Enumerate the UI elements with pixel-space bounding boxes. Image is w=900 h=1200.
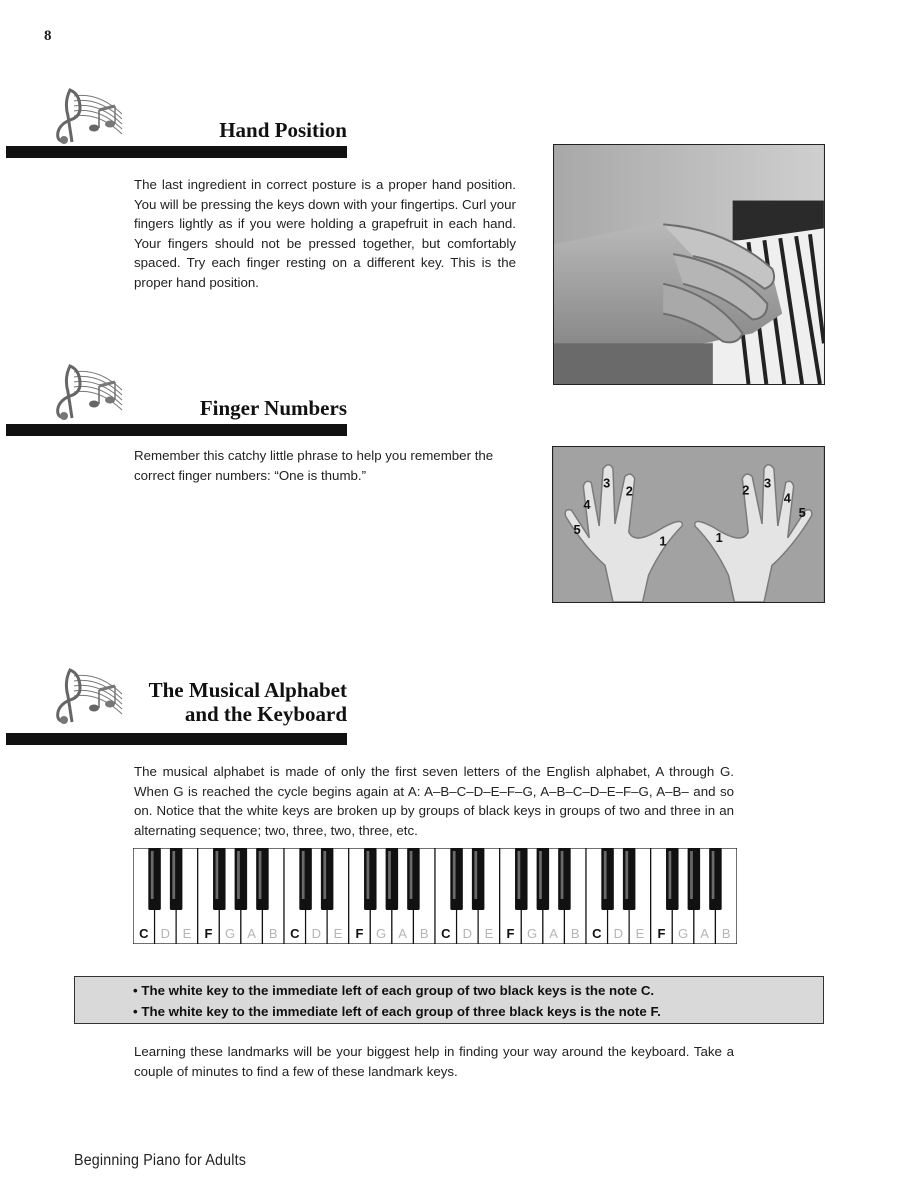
black-key-highlight — [259, 851, 262, 899]
black-key — [407, 848, 420, 910]
black-key — [623, 848, 636, 910]
black-key-highlight — [669, 851, 672, 899]
book-title-footer: Beginning Piano for Adults — [74, 1152, 247, 1169]
black-key-highlight — [561, 851, 564, 899]
key-label: A — [247, 926, 256, 941]
finger-label: 5 — [573, 521, 581, 537]
section-divider — [6, 146, 347, 158]
key-label: D — [311, 926, 322, 941]
black-key-highlight — [323, 851, 326, 899]
key-label: D — [613, 926, 624, 941]
black-key-highlight — [625, 851, 628, 899]
finger-label: 2 — [742, 482, 750, 498]
black-key — [601, 848, 614, 910]
key-label: F — [204, 926, 213, 941]
key-label: D — [462, 926, 473, 941]
key-label: E — [333, 926, 343, 941]
black-key-highlight — [453, 851, 456, 899]
finger-label: 2 — [625, 483, 633, 499]
key-label: G — [527, 926, 538, 941]
finger-label: 1 — [659, 533, 667, 549]
black-key-highlight — [690, 851, 693, 899]
black-key-highlight — [172, 851, 175, 899]
page-number: 8 — [44, 28, 52, 44]
closing-text: Learning these landmarks will be your biggest help in finding your way around the keyboard. Take a couple of minutes to find a few of these landmark keys. — [134, 1044, 734, 1079]
finger-numbers-text: Remember this catchy little phrase to help you remember the correct finger numbers: “One is thumb.” — [134, 448, 494, 483]
hand-position-text: The last ingredient in correct posture is a proper hand position. You will be pressing the keys down with your fingertips. Curl your fingers lightly as if you were holding a grapefruit in each hand. Your fingers should not be pressed together, but comfortably spaced. Try each finger resting on a different key. This is the proper hand position. — [134, 177, 516, 290]
key-label: G — [376, 926, 387, 941]
black-key — [666, 848, 679, 910]
black-key — [472, 848, 485, 910]
black-key — [450, 848, 463, 910]
key-label: A — [700, 926, 709, 941]
black-key — [213, 848, 226, 910]
finger-numbers-heading: Finger Numbers — [199, 396, 347, 420]
heading-line-1: The Musical Alphabet — [148, 678, 347, 702]
heading-line-2: and the Keyboard — [184, 702, 347, 726]
black-key-highlight — [539, 851, 542, 899]
key-label: G — [225, 926, 236, 941]
key-label: F — [657, 926, 666, 941]
black-key-highlight — [151, 851, 154, 899]
key-label: C — [290, 926, 300, 941]
black-key — [148, 848, 161, 910]
black-key-highlight — [302, 851, 305, 899]
black-key-highlight — [216, 851, 219, 899]
black-key — [299, 848, 312, 910]
key-label: E — [182, 926, 192, 941]
black-key-highlight — [367, 851, 370, 899]
black-key — [235, 848, 248, 910]
black-key-highlight — [604, 851, 607, 899]
musical-alphabet-text: The musical alphabet is made of only the first seven letters of the English alphabet, A through G. When G is reached the cycle begins again at A: A–B–C–D–E–F–G, A–B–C–D–E–F–G, A–B– and so on. Notice that the white keys are broken up by groups of black keys in groups of two and three in an alternating sequence; two, three, two, three, etc. — [134, 764, 734, 838]
piano-keyboard — [133, 848, 737, 944]
callout-line: • The white key to the immediate left of each group of three black keys is the note F. — [133, 1004, 661, 1019]
key-label: B — [419, 926, 429, 941]
black-key — [386, 848, 399, 910]
finger-label: 3 — [603, 475, 611, 491]
key-label: G — [678, 926, 689, 941]
finger-label: 3 — [764, 475, 772, 491]
key-label: D — [160, 926, 171, 941]
black-key-highlight — [474, 851, 477, 899]
key-label: F — [355, 926, 364, 941]
black-key — [515, 848, 528, 910]
key-label: F — [506, 926, 515, 941]
black-key-highlight — [410, 851, 413, 899]
landmark-callout — [74, 976, 824, 1024]
key-label: B — [721, 926, 731, 941]
finger-label: 1 — [715, 529, 723, 545]
key-label: A — [398, 926, 407, 941]
black-key — [256, 848, 269, 910]
key-label: B — [570, 926, 580, 941]
hand-position-photo — [553, 144, 825, 385]
black-key — [688, 848, 701, 910]
key-label: C — [592, 926, 602, 941]
key-label: C — [441, 926, 451, 941]
section-divider — [6, 733, 347, 745]
key-label: A — [549, 926, 558, 941]
key-label: E — [635, 926, 645, 941]
finger-label: 5 — [798, 505, 806, 521]
black-key-highlight — [712, 851, 715, 899]
key-label: C — [139, 926, 149, 941]
section-divider — [6, 424, 347, 436]
black-key — [709, 848, 722, 910]
musical-alphabet-heading — [100, 678, 347, 726]
key-label: E — [484, 926, 494, 941]
black-key — [321, 848, 334, 910]
black-key — [537, 848, 550, 910]
black-key-highlight — [388, 851, 391, 899]
finger-label: 4 — [783, 490, 791, 506]
finger-label: 4 — [583, 497, 591, 513]
finger-numbers-photo — [552, 446, 825, 603]
callout-line: • The white key to the immediate left of each group of two black keys is the note C. — [133, 983, 655, 998]
hand-position-heading: Hand Position — [219, 118, 347, 142]
black-key-highlight — [237, 851, 240, 899]
black-key — [558, 848, 571, 910]
black-key — [170, 848, 183, 910]
key-label: B — [268, 926, 278, 941]
black-key-highlight — [518, 851, 521, 899]
black-key — [364, 848, 377, 910]
